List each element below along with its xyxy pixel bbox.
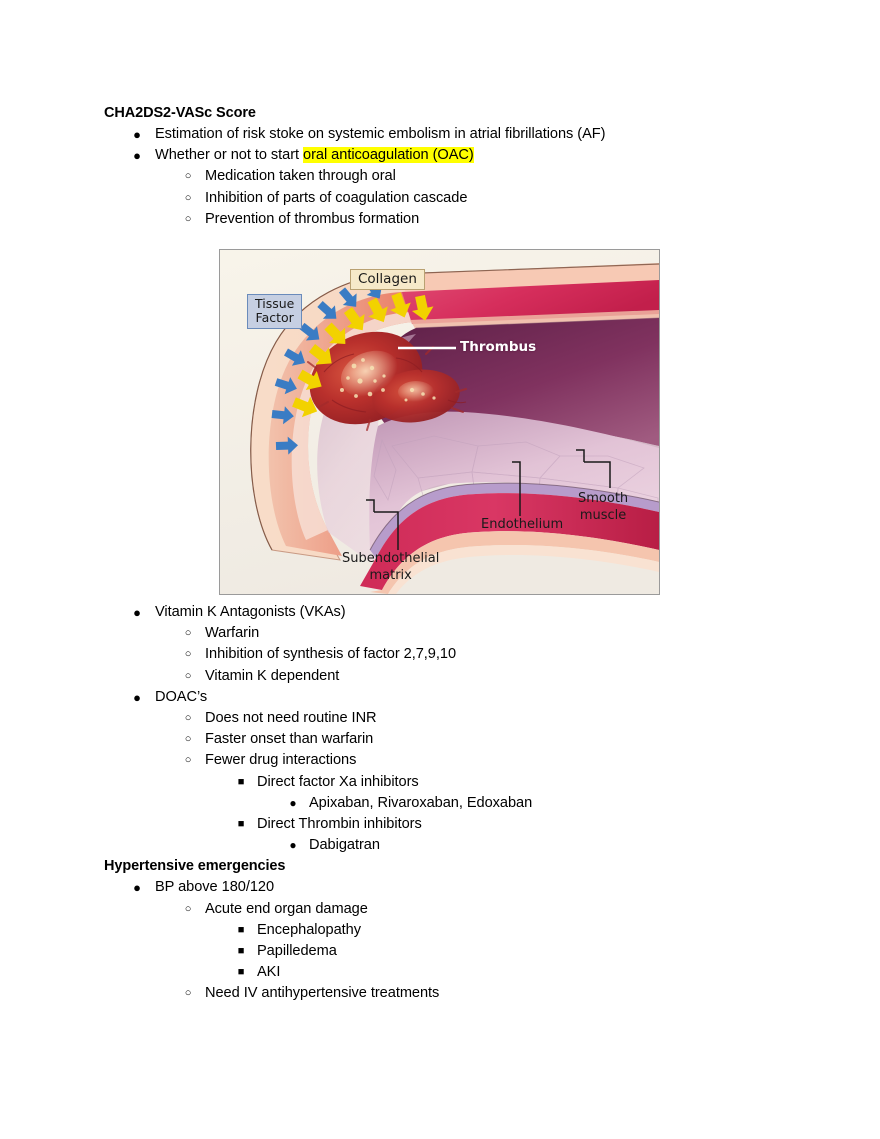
- list-item: [104, 772, 804, 793]
- subendothelial-matrix-label-line1: Subendothelial: [342, 551, 440, 566]
- bullet-circle-icon: ○: [184, 733, 192, 746]
- list-item: [104, 983, 804, 1004]
- bullet-disc-icon: ●: [289, 838, 297, 853]
- list-item-label: Medication taken through oral: [205, 168, 396, 185]
- list-item-label: Fewer drug interactions: [205, 752, 357, 769]
- list-item-label: Papilledema: [257, 943, 337, 960]
- bullet-circle-icon: ○: [184, 648, 192, 661]
- list-item: [104, 962, 804, 983]
- bullet-disc-icon: ●: [133, 605, 141, 621]
- bullet-circle-icon: ○: [184, 902, 192, 915]
- list-item-label: Dabigatran: [309, 837, 380, 854]
- list-item: [104, 209, 804, 230]
- bullet-disc-icon: ●: [289, 795, 297, 810]
- list-item-label: Need IV antihypertensive treatments: [205, 985, 440, 1002]
- list-item-label: Vitamin K dependent: [205, 667, 340, 684]
- list-item: [104, 729, 804, 750]
- thrombus-label: Thrombus: [460, 339, 537, 355]
- list-item: [104, 188, 804, 209]
- tissue-factor-label-line1: Tissue: [255, 296, 295, 311]
- bullet-square-icon: ■: [237, 945, 245, 958]
- bullet-circle-icon: ○: [184, 987, 192, 1000]
- subendothelial-matrix-label: [342, 550, 439, 584]
- bullet-square-icon: ■: [237, 775, 245, 788]
- list-item-label: AKI: [257, 964, 281, 981]
- list-item-label: Encephalopathy: [257, 921, 361, 938]
- section-heading-cha2ds2: CHA2DS2-VASc Score: [104, 105, 256, 121]
- bullet-circle-icon: ○: [184, 754, 192, 767]
- tissue-factor-label: [247, 294, 302, 329]
- list-item-label: [155, 145, 474, 166]
- bullet-circle-icon: ○: [184, 170, 192, 183]
- list-item-text-plain: Whether or not to start: [155, 147, 304, 164]
- bullet-square-icon: ■: [237, 818, 245, 831]
- smooth-muscle-label-line1: Smooth: [578, 491, 629, 506]
- list-item: [104, 835, 804, 856]
- list-item-label: BP above 180/120: [155, 879, 275, 896]
- list-item: [104, 814, 804, 835]
- list-item: [104, 644, 804, 665]
- list-item-label: Does not need routine INR: [205, 710, 377, 727]
- bullet-square-icon: ■: [237, 966, 245, 979]
- list-item: [104, 750, 804, 771]
- bullet-circle-icon: ○: [184, 212, 192, 225]
- list-item-label: Direct Thrombin inhibitors: [257, 816, 422, 833]
- list-item: [104, 920, 804, 941]
- smooth-muscle-label-line2: muscle: [579, 508, 627, 523]
- bullet-circle-icon: ○: [184, 669, 192, 682]
- list-item: [104, 145, 804, 166]
- highlighted-text: oral anticoagulation (OAC): [303, 147, 474, 164]
- list-item: [104, 708, 804, 729]
- tissue-factor-label-line2: Factor: [255, 310, 294, 325]
- list-item-label: Inhibition of synthesis of factor 2,7,9,10: [205, 646, 457, 663]
- list-item: [104, 666, 804, 687]
- list-item: [104, 623, 804, 644]
- list-item-label: Apixaban, Rivaroxaban, Edoxaban: [309, 794, 533, 811]
- bullet-circle-icon: ○: [184, 712, 192, 725]
- list-item-label: Acute end organ damage: [205, 900, 368, 917]
- vessel-thrombus-figure: [219, 249, 660, 595]
- bullet-circle-icon: ○: [184, 627, 192, 640]
- smooth-muscle-label: [578, 490, 628, 524]
- list-item-label: Direct factor Xa inhibitors: [257, 773, 419, 790]
- list-item-label: Inhibition of parts of coagulation cascade: [205, 189, 468, 206]
- bullet-disc-icon: ●: [133, 127, 141, 142]
- list-item: [104, 602, 804, 623]
- bullet-disc-icon: ●: [133, 880, 141, 896]
- bullet-disc-icon: ●: [133, 689, 141, 705]
- list-item: [104, 793, 804, 814]
- list-item: [104, 877, 804, 898]
- section-heading-hypertensive-emergencies: Hypertensive emergencies: [104, 858, 286, 875]
- bullet-circle-icon: ○: [184, 191, 192, 204]
- list-item: [104, 687, 804, 708]
- list-item-label: Prevention of thrombus formation: [205, 210, 420, 227]
- bullet-disc-icon: ●: [133, 148, 141, 164]
- list-item: [104, 899, 804, 920]
- list-item: [104, 166, 804, 187]
- collagen-label: Collagen: [350, 269, 425, 290]
- list-item: [104, 124, 804, 145]
- list-item-label: Warfarin: [205, 625, 260, 642]
- list-item-label: DOAC’s: [155, 688, 208, 705]
- list-item-label: Vitamin K Antagonists (VKAs): [155, 604, 346, 621]
- subendothelial-matrix-label-line2: matrix: [369, 568, 412, 583]
- list-item: [104, 941, 804, 962]
- list-item-label: Faster onset than warfarin: [205, 731, 374, 748]
- list-item-label: Estimation of risk stoke on systemic embolism in atrial fibrillations (AF): [155, 126, 606, 142]
- endothelium-label: Endothelium: [481, 517, 564, 532]
- bullet-square-icon: ■: [237, 923, 245, 936]
